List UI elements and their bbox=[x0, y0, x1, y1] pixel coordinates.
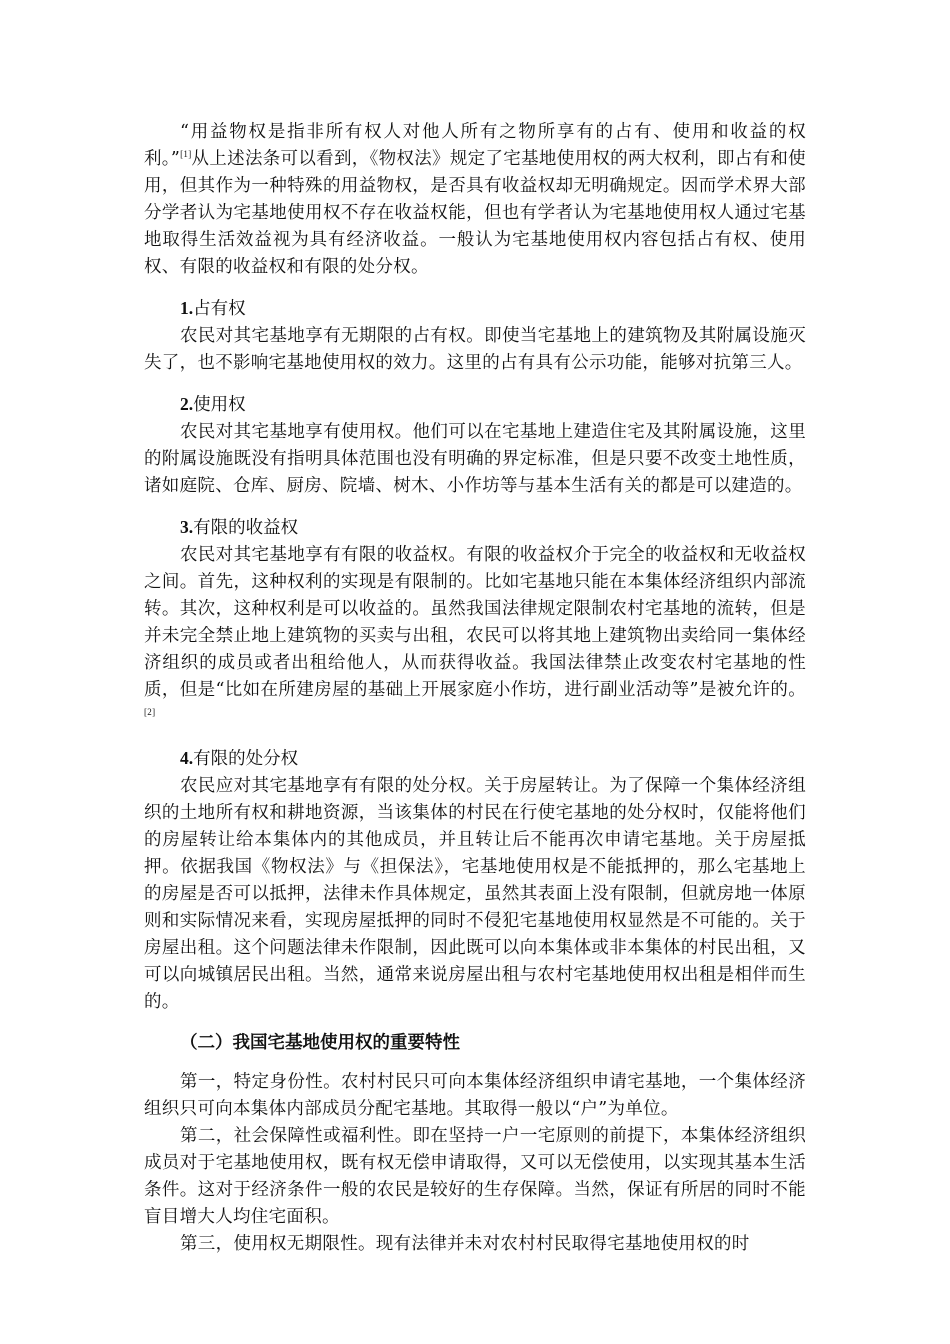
document-body bbox=[144, 119, 806, 1258]
paragraph-unlimited-term: 第三，使用权无期限性。现有法律并未对农村村民取得宅基地使用权的时 bbox=[180, 1234, 750, 1254]
heading-limited-income: 3.有限的收益权 bbox=[180, 517, 299, 538]
section-title: （二）我国宅基地使用权的重要特性 bbox=[180, 1033, 460, 1053]
heading-limited-disposal: 4.有限的处分权 bbox=[180, 748, 299, 769]
intro-text: 从上述法条可以看到，《物权法》规定了宅基地使用权的两大权利，即占有和使用，但其作为一种特殊的用益物权，是否具有收益权却无明确规定。因而学术界大部分学者认为宅基地使用权不存在收益权能，但也有学者认为宅基地使用权人通过宅基地取得生活效益视为具有经济收益。一般认为宅基地使用权内容包括占有权、使用权、有限的收益权和有限的处分权。 bbox=[144, 149, 806, 277]
citation-1: [1] bbox=[180, 149, 192, 159]
heading-use: 2.使用权 bbox=[180, 394, 246, 415]
paragraph-welfare: 第二，社会保障性或福利性。即在坚持一户一宅原则的前提下，本集体经济组织成员对于宅基地使用权，既有权无偿申请取得，又可以无偿使用，以实现其基本生活条件。这对于经济条件一般的农民是较好的生存保障。当然，保证有所居的同时不能盲目增大人均住宅面积。 bbox=[144, 1126, 806, 1227]
citation-2: [2] bbox=[144, 707, 156, 717]
paragraph-use: 农民对其宅基地享有使用权。他们可以在宅基地上建造住宅及其附属设施，这里的附属设施既没有指明具体范围也没有明确的界定标准，但是只要不改变土地性质，诸如庭院、仓库、厨房、院墙、树木、小作坊等与基本生活有关的都是可以建造的。 bbox=[144, 422, 806, 496]
paragraph-limited-disposal: 农民应对其宅基地享有有限的处分权。关于房屋转让。为了保障一个集体经济组织的土地所有权和耕地资源，当该集体的村民在行使宅基地的处分权时，仅能将他们的房屋转让给本集体内的其他成员，并且转让后不能再次申请宅基地。关于房屋抵押。依据我国《物权法》与《担保法》，宅基地使用权是不能抵押的，那么宅基地上的房屋是否可以抵押，法律未作具体规定，虽然其表面上没有限制，但就房地一体原则和实际情况来看，实现房屋抵押的同时不侵犯宅基地使用权显然是不可能的。关于房屋出租。这个问题法律未作限制，因此既可以向本集体或非本集体的村民出租，又可以向城镇居民出租。当然，通常来说房屋出租与农村宅基地使用权出租是相伴而生的。 bbox=[144, 776, 806, 1012]
paragraph-limited-income: 农民对其宅基地享有有限的收益权。有限的收益权介于完全的收益权和无收益权之间。首先，这种权利的实现是有限制的。比如宅基地只能在本集体经济组织内部流转。其次，这种权利是可以收益的。虽然我国法律规定限制农村宅基地的流转，但是并未完全禁止地上建筑物的买卖与出租，农民可以将其地上建筑物出卖给同一集体经济组织的成员或者出租给他人，从而获得收益。我国法律禁止改变农村宅基地的性质，但是“比如在所建房屋的基础上开展家庭小作坊，进行副业活动等”是被允许的。[2] bbox=[144, 545, 806, 717]
intro-quote: “用益物权是指非所有权人对他人所有之物所享有的占有、使用和收益的权利。” bbox=[144, 122, 806, 169]
paragraph-identity: 第一，特定身份性。农村村民只可向本集体经济组织申请宅基地，一个集体经济组织只可向本集体内部成员分配宅基地。其取得一般以“户”为单位。 bbox=[144, 1072, 806, 1119]
paragraph-possession: 农民对其宅基地享有无期限的占有权。即使当宅基地上的建筑物及其附属设施灭失了，也不影响宅基地使用权的效力。这里的占有具有公示功能，能够对抗第三人。 bbox=[144, 326, 806, 373]
intro-paragraph bbox=[144, 119, 806, 281]
heading-possession: 1.占有权 bbox=[180, 298, 246, 319]
